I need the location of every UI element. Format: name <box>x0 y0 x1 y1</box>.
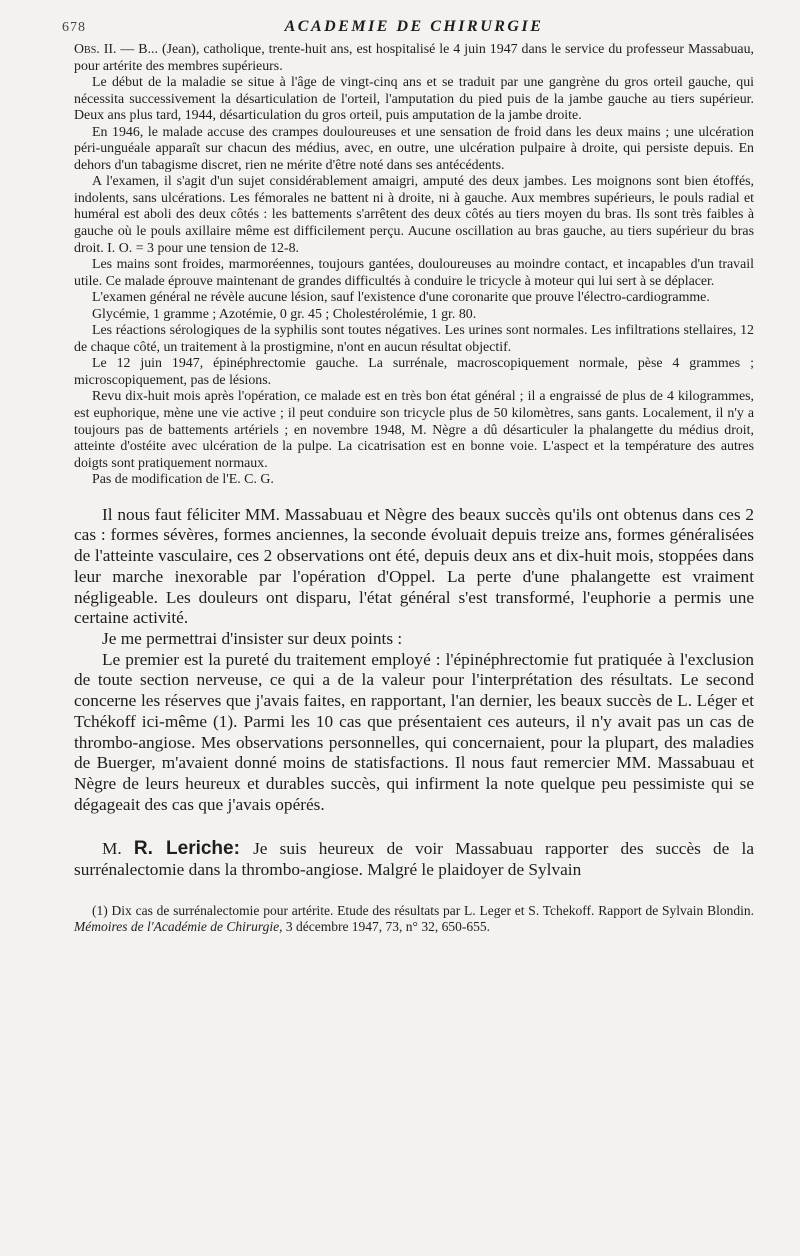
discussion-paragraph: Je me permettrai d'insister sur deux points : <box>102 628 403 648</box>
speaker-paragraph <box>74 839 754 880</box>
footnote <box>74 903 754 936</box>
speaker-text: Je suis heureux de voir Massabuau rapporter des succès de la surrénalectomie dans la thrombo-angiose. Malgré le plaidoyer de Sylvain <box>74 839 754 880</box>
section-gap <box>74 815 754 839</box>
observation-intro <box>74 42 754 75</box>
observation-section <box>74 42 754 489</box>
discussion-paragraph: Le premier est la pureté du traitement employé : l'épinéphrectomie fut pratiquée à l'exclusion de toute section nerveuse, ce qui a de la valeur pour l'interprétation des résultats. Le second concerne les réserves que j'avais faites, en rapportant, l'an dernier, les beaux succès de L. Léger et Tchékoff ici-même (1). Parmi les 10 cas que présentaient ces auteurs, il n'y avait pas un cas de thrombo-angiose. Mes observations personnelles, qui concernaient, pour la plupart, des maladies de Buerger, m'avaient donné moins de statisfactions. Il nous faut remercier MM. Massabuau et Nègre de leurs heureux et durables succès, qui infirment la note quelque peu pessimiste qui se dégageait des cas que j'avais opérés. <box>74 649 754 814</box>
speaker-prefix: M. <box>102 839 134 859</box>
page-number: 678 <box>62 20 86 35</box>
observation-paragraph: L'examen général ne révèle aucune lésion, sauf l'existence d'une coronarite que prouve l'électro-cardiogramme. <box>92 290 710 306</box>
page-header <box>62 0 754 42</box>
discussion-paragraph: Il nous faut féliciter MM. Massabuau et Nègre des beaux succès qu'ils ont obtenus dans ces 2 cas : formes sévères, formes anciennes, la seconde évoluait depuis treize ans, formes généralisées de l'atteinte vasculaire, ces 2 observations ont été, depuis deux ans et dix-huit mois, stoppées dans leur marche inexorable par l'opération d'Oppel. La perte d'une phalangette est vraiment négligeable. Les douleurs ont disparu, l'état général s'est transformé, l'euphorie a permis une certaine activité. <box>74 504 754 628</box>
discussion-section <box>74 505 754 881</box>
running-title: ACADEMIE DE CHIRURGIE <box>284 18 544 35</box>
observation-paragraph: Le début de la maladie se situe à l'âge de vingt-cinq ans et se traduit par une gangrène du gros orteil gauche, qui nécessita successivement la désarticulation de l'orteil, l'amputation du pied puis de la jambe gauche au tiers supérieur. Deux ans plus tard, 1944, désarticulation du gros orteil, puis amputation de la jambe droite. <box>74 75 754 124</box>
observation-paragraph: A l'examen, il s'agit d'un sujet considérablement amaigri, amputé des deux jambes. Les moignons sont bien étoffés, indolents, sans ulcérations. Les fémorales ne battent ni à droite, ni à gauche. Aux membres supérieurs, le pouls radial et huméral est aboli des deux côtés : les battements s'arrêtent des deux côtés au tiers moyen du bras. Ils sont très faibles à gauche où le pouls axillaire même est difficilement perçu. Aucune oscillation au bras gauche, au tiers supérieur du bras droit. I. O. = 3 pour une tension de 12-8. <box>74 174 754 256</box>
observation-paragraph: En 1946, le malade accuse des crampes douloureuses et une sensation de froid dans les deux mains ; une ulcération péri-unguéale apparaît sur chacun des médius, avec, en outre, une ulcération pulpaire à droite, qui persiste depuis. En dehors d'un tabagisme discret, rien ne mérite d'être noté dans ses antécédents. <box>74 124 754 173</box>
observation-paragraph: Glycémie, 1 gramme ; Azotémie, 0 gr. 45 ; Cholestérolémie, 1 gr. 80. <box>92 306 477 322</box>
footnote-text <box>74 903 754 936</box>
footnote-text-before: (1) Dix cas de surrénalectomie pour artérite. Etude des résultats par L. Leger et S. Tchekoff. Rapport de Sylvain Blondin. <box>92 902 754 918</box>
observation-paragraph: Pas de modification de l'E. C. G. <box>92 472 274 488</box>
speaker-colon: : <box>233 838 254 860</box>
observation-paragraph: Les mains sont froides, marmoréennes, toujours gantées, douloureuses au moindre contact, et incapables d'un travail utile. Ce malade éprouve maintenant de grandes difficultés à conduire le tricycle à moteur qui lui sert à se déplacer. <box>74 257 754 289</box>
observation-label: Obs. II. <box>74 42 117 57</box>
speaker-name: R. Leriche <box>133 838 234 860</box>
footnote-journal: Mémoires de l'Académie de Chirurgie <box>74 919 280 935</box>
observation-paragraph: Le 12 juin 1947, épinéphrectomie gauche. La surrénale, macroscopiquement normale, pèse 4 grammes ; microscopiquement, pas de lésions. <box>74 356 754 388</box>
observation-paragraph: Les réactions sérologiques de la syphilis sont toutes négatives. Les urines sont normales. Les infiltrations stellaires, 12 de chaque côté, un traitement à la prostigmine, n'ont en aucun résultat objectif. <box>74 323 754 355</box>
observation-intro-text: — B... (Jean), catholique, trente-huit ans, est hospitalisé le 4 juin 1947 dans le service du professeur Massabuau, pour artérite des membres supérieurs. <box>74 42 754 74</box>
footnote-text-after: , 3 décembre 1947, 73, n° 32, 650-655. <box>279 919 490 935</box>
observation-paragraph: Revu dix-huit mois après l'opération, ce malade est en très bon état général ; il a engraissé de plus de 4 kilogrammes, est euphorique, mène une vie active ; il peut conduire son tricycle plus de 50 kilomètres, sans gants. Localement, il n'y a toujours pas de battements artériels ; en novembre 1948, M. Nègre a dû désarticuler la phalangette du médius droit, atteinte d'ostéite avec ulcération de la pulpe. La cicatrisation est en bonne voie. L'aspect et la température des autres doigts sont pratiquement normaux. <box>74 389 754 471</box>
